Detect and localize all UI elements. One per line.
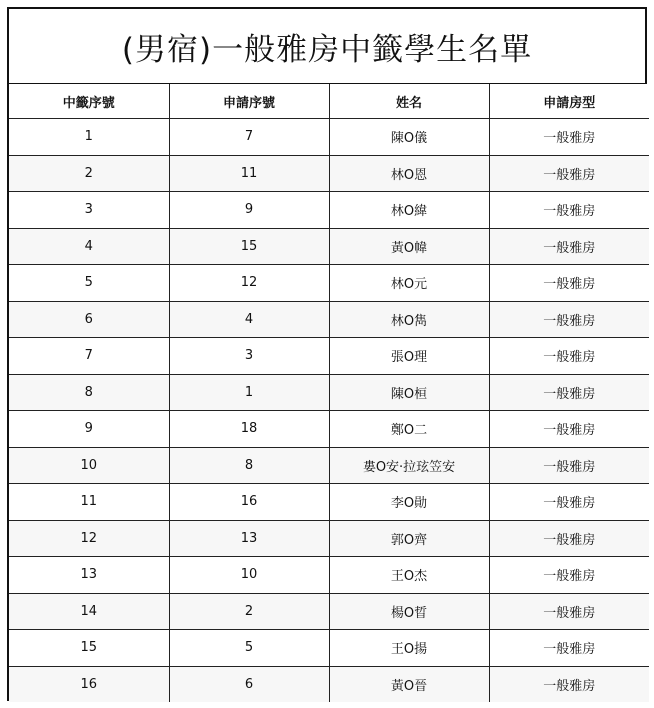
room-type-cell: 一般雅房 xyxy=(489,447,649,484)
name-cell: 王O揚 xyxy=(329,630,489,667)
room-type-cell: 一般雅房 xyxy=(489,338,649,375)
table-body xyxy=(9,119,649,703)
name-cell: 林O元 xyxy=(329,265,489,302)
room-type-cell: 一般雅房 xyxy=(489,557,649,594)
draw-number-cell: 2 xyxy=(9,155,169,192)
name-cell: 陳O儀 xyxy=(329,119,489,156)
application-number-cell: 4 xyxy=(169,301,329,338)
room-type-cell: 一般雅房 xyxy=(489,301,649,338)
roster-sheet xyxy=(7,7,647,701)
draw-number-cell: 8 xyxy=(9,374,169,411)
application-number-cell: 3 xyxy=(169,338,329,375)
page-title: (男宿)一般雅房中籤學生名單 xyxy=(9,9,645,84)
name-cell: 鄭O二 xyxy=(329,411,489,448)
name-cell: 林O緯 xyxy=(329,192,489,229)
table-row xyxy=(9,301,649,338)
table-row xyxy=(9,666,649,702)
room-type-cell: 一般雅房 xyxy=(489,593,649,630)
table-header xyxy=(9,84,649,119)
draw-number-cell: 7 xyxy=(9,338,169,375)
application-number-cell: 16 xyxy=(169,484,329,521)
application-number-cell: 15 xyxy=(169,228,329,265)
name-cell: 婁O安·拉玹笠安 xyxy=(329,447,489,484)
column-header-name: 姓名 xyxy=(329,84,489,119)
application-number-cell: 13 xyxy=(169,520,329,557)
column-header-room-type: 申請房型 xyxy=(489,84,649,119)
draw-number-cell: 15 xyxy=(9,630,169,667)
name-cell: 黃O晉 xyxy=(329,666,489,702)
name-cell: 張O理 xyxy=(329,338,489,375)
draw-number-cell: 12 xyxy=(9,520,169,557)
name-cell: 林O恩 xyxy=(329,155,489,192)
table-row xyxy=(9,192,649,229)
room-type-cell: 一般雅房 xyxy=(489,374,649,411)
application-number-cell: 1 xyxy=(169,374,329,411)
draw-number-cell: 11 xyxy=(9,484,169,521)
roster-table xyxy=(9,84,649,702)
draw-number-cell: 9 xyxy=(9,411,169,448)
name-cell: 郭O齊 xyxy=(329,520,489,557)
room-type-cell: 一般雅房 xyxy=(489,192,649,229)
draw-number-cell: 3 xyxy=(9,192,169,229)
table-row xyxy=(9,447,649,484)
table-row xyxy=(9,520,649,557)
table-row xyxy=(9,374,649,411)
name-cell: 黃O幃 xyxy=(329,228,489,265)
draw-number-cell: 5 xyxy=(9,265,169,302)
room-type-cell: 一般雅房 xyxy=(489,155,649,192)
table-row xyxy=(9,265,649,302)
name-cell: 王O杰 xyxy=(329,557,489,594)
room-type-cell: 一般雅房 xyxy=(489,666,649,702)
name-cell: 楊O晢 xyxy=(329,593,489,630)
column-header-draw-number: 中籤序號 xyxy=(9,84,169,119)
draw-number-cell: 1 xyxy=(9,119,169,156)
table-row xyxy=(9,593,649,630)
table-row xyxy=(9,155,649,192)
table-row xyxy=(9,411,649,448)
table-row xyxy=(9,119,649,156)
room-type-cell: 一般雅房 xyxy=(489,630,649,667)
application-number-cell: 5 xyxy=(169,630,329,667)
application-number-cell: 6 xyxy=(169,666,329,702)
room-type-cell: 一般雅房 xyxy=(489,411,649,448)
draw-number-cell: 10 xyxy=(9,447,169,484)
table-row xyxy=(9,338,649,375)
application-number-cell: 9 xyxy=(169,192,329,229)
room-type-cell: 一般雅房 xyxy=(489,228,649,265)
application-number-cell: 8 xyxy=(169,447,329,484)
draw-number-cell: 4 xyxy=(9,228,169,265)
draw-number-cell: 13 xyxy=(9,557,169,594)
room-type-cell: 一般雅房 xyxy=(489,119,649,156)
table-row xyxy=(9,630,649,667)
application-number-cell: 11 xyxy=(169,155,329,192)
name-cell: 李O勛 xyxy=(329,484,489,521)
draw-number-cell: 6 xyxy=(9,301,169,338)
room-type-cell: 一般雅房 xyxy=(489,520,649,557)
table-row xyxy=(9,228,649,265)
draw-number-cell: 14 xyxy=(9,593,169,630)
name-cell: 林O雋 xyxy=(329,301,489,338)
application-number-cell: 7 xyxy=(169,119,329,156)
application-number-cell: 12 xyxy=(169,265,329,302)
application-number-cell: 18 xyxy=(169,411,329,448)
room-type-cell: 一般雅房 xyxy=(489,265,649,302)
table-row xyxy=(9,484,649,521)
application-number-cell: 10 xyxy=(169,557,329,594)
table-row xyxy=(9,557,649,594)
column-header-application-number: 申請序號 xyxy=(169,84,329,119)
name-cell: 陳O桓 xyxy=(329,374,489,411)
header-row xyxy=(9,84,649,119)
room-type-cell: 一般雅房 xyxy=(489,484,649,521)
draw-number-cell: 16 xyxy=(9,666,169,702)
application-number-cell: 2 xyxy=(169,593,329,630)
